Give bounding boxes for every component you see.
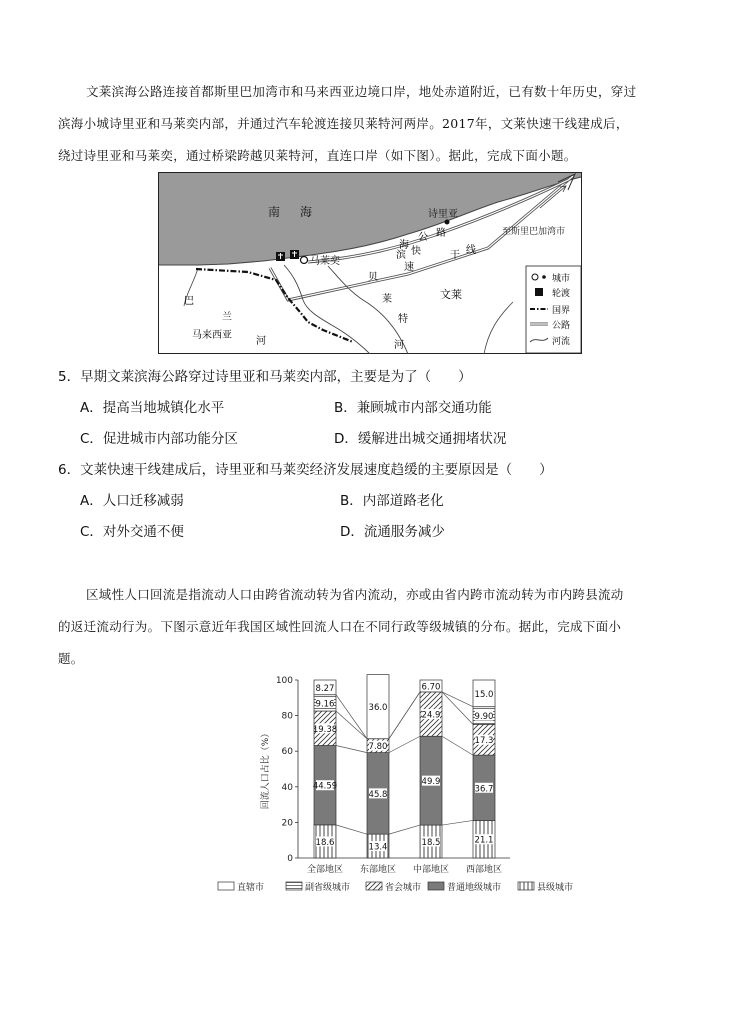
passage-2-line: 的返迁流动行为。下图示意近年我国区域性回流人口在不同行政等级城镇的分布。据此，完成下面小 <box>58 619 622 634</box>
legend-swatch <box>518 882 534 890</box>
country-my-char: 兰 <box>222 312 232 323</box>
connector-line <box>442 692 473 724</box>
question-6-stem: 6．文莱快速干线建成后，诗里亚和马莱奕经济发展速度趋缓的主要原因是（ ） <box>58 462 553 478</box>
legend-road: 公路 <box>552 321 571 331</box>
legend-swatch <box>218 882 234 890</box>
river-char: 贝 <box>368 272 378 283</box>
legend-city: 城市 <box>552 274 571 284</box>
country-my-char: 巴 <box>184 296 194 307</box>
city-kb-dot <box>301 257 308 264</box>
river-char: 特 <box>398 314 408 325</box>
data-label: 15.0 <box>474 689 494 700</box>
y-tick-label: 100 <box>275 676 293 686</box>
connector-line <box>389 736 420 752</box>
coastal-road-char: 公 <box>418 232 428 243</box>
passage-1 <box>58 76 688 172</box>
coastal-road-char: 路 <box>436 228 446 239</box>
data-label: 49.9 <box>421 777 441 788</box>
data-label: 9.16 <box>315 699 335 710</box>
legend-label: 省会城市 <box>385 883 422 893</box>
data-label: 44.59 <box>312 781 338 792</box>
expressway-char: 速 <box>404 262 414 273</box>
river-char: 河 <box>394 340 404 351</box>
connector-line <box>336 825 367 834</box>
data-label: 17.3 <box>474 736 494 747</box>
legend-label: 直辖市 <box>237 883 265 893</box>
q6-option-b[interactable]: B．内部道路老化 <box>340 493 444 509</box>
map-legend <box>526 266 581 353</box>
brunei-map <box>158 172 582 354</box>
data-label: 13.4 <box>368 842 388 853</box>
y-axis-label: 回流人口占比（%） <box>261 728 271 810</box>
passage-2-line: 题。 <box>58 651 84 666</box>
country-brunei: 文莱 <box>440 288 462 301</box>
country-my: 马来西亚 <box>192 330 232 341</box>
expressway-char: 干 <box>450 250 460 261</box>
q5-option-d[interactable]: D．缓解进出城交通拥堵状况 <box>334 431 507 447</box>
q5-option-c[interactable]: C．促进城市内部功能分区 <box>80 431 238 447</box>
data-label: 18.6 <box>315 837 335 848</box>
legend-label: 县级城市 <box>537 883 574 893</box>
expressway-char: 线 <box>466 245 476 256</box>
data-label: 36.0 <box>368 703 388 714</box>
q5-option-a[interactable]: A．提高当地城镇化水平 <box>80 400 225 416</box>
city-seria-dot <box>445 220 450 225</box>
coastal-road-char: 滨 <box>396 250 406 261</box>
data-label: 6.70 <box>421 682 441 693</box>
q5-option-b[interactable]: B．兼顾城市内部交通功能 <box>334 400 492 416</box>
legend-swatch <box>286 882 302 890</box>
return-population-chart <box>210 668 590 900</box>
passage-2 <box>58 579 688 675</box>
connector-line <box>389 825 420 834</box>
y-tick-label: 40 <box>281 782 293 793</box>
legend-river: 河流 <box>552 337 571 347</box>
legend-border: 国界 <box>552 306 571 316</box>
legend-label: 副省级城市 <box>305 883 351 893</box>
x-tick-label: 全部地区 <box>306 865 344 875</box>
data-label: 36.7 <box>474 784 494 795</box>
connector-line <box>442 820 473 825</box>
q6-option-a[interactable]: A．人口迁移减弱 <box>80 493 184 509</box>
connector-line <box>442 736 473 755</box>
sea-label-1: 南 <box>268 205 281 219</box>
connector-line <box>336 746 367 753</box>
x-tick-label: 西部地区 <box>465 865 503 875</box>
passage-1-line: 文莱滨海公路连接首都斯里巴加湾市和马来西亚边境口岸，地处赤道附近，已有数十年历史，穿过 <box>86 84 637 99</box>
data-label: 18.5 <box>421 838 441 849</box>
city-kb-label: 马莱奕 <box>310 256 340 267</box>
y-tick-label: 60 <box>281 747 293 758</box>
expressway-char: 快 <box>411 246 421 257</box>
data-label: 24.9 <box>421 710 441 721</box>
connector-line <box>336 711 367 739</box>
x-tick-label: 中部地区 <box>412 865 450 875</box>
connector-line <box>442 692 473 707</box>
passage-1-line: 绕过诗里亚和马莱奕，通过桥梁跨越贝莱特河，直连口岸（如下图）。据此，完成下面小题。 <box>58 148 577 163</box>
legend-label: 普通地级城市 <box>447 883 502 893</box>
passage-2-line: 区域性人口回流是指流动人口由跨省流动转为省内流动，亦或由省内跨市流动转为市内跨县流动 <box>86 587 624 602</box>
data-label: 8.27 <box>315 683 335 694</box>
x-tick-label: 东部地区 <box>359 865 397 875</box>
river-char: 莱 <box>382 294 392 305</box>
passage-1-line: 滨海小城诗里亚和马莱奕内部，并通过汽车轮渡连接贝莱特河两岸。2017年，文莱快速干线建成后， <box>58 116 629 131</box>
coastal-road-char: 海 <box>399 240 409 251</box>
q6-option-d[interactable]: D．流通服务减少 <box>340 524 445 540</box>
data-label: 7.80 <box>368 742 388 753</box>
connector-line <box>336 695 367 739</box>
connector-line <box>389 692 420 739</box>
data-label: 19.38 <box>312 724 338 735</box>
y-tick-label: 0 <box>287 854 293 864</box>
sea-label-2: 海 <box>300 205 313 219</box>
y-tick-label: 20 <box>281 818 293 829</box>
chart-legend <box>218 881 573 893</box>
data-label: 21.1 <box>474 835 494 846</box>
river-label: 河 <box>256 336 266 347</box>
data-label: 9.90 <box>474 712 494 723</box>
city-seria-label: 诗里亚 <box>428 209 458 220</box>
q6-option-c[interactable]: C．对外交通不便 <box>80 524 184 540</box>
legend-swatch <box>428 882 444 890</box>
legend-swatch <box>366 882 382 890</box>
legend-ferry: 轮渡 <box>552 289 571 299</box>
question-5-stem: 5．早期文莱滨海公路穿过诗里亚和马莱奕内部，主要是为了（ ） <box>58 369 472 385</box>
data-label: 45.8 <box>368 789 388 800</box>
dest-label: 至斯里巴加湾市 <box>502 227 566 237</box>
y-tick-label: 80 <box>281 711 293 722</box>
